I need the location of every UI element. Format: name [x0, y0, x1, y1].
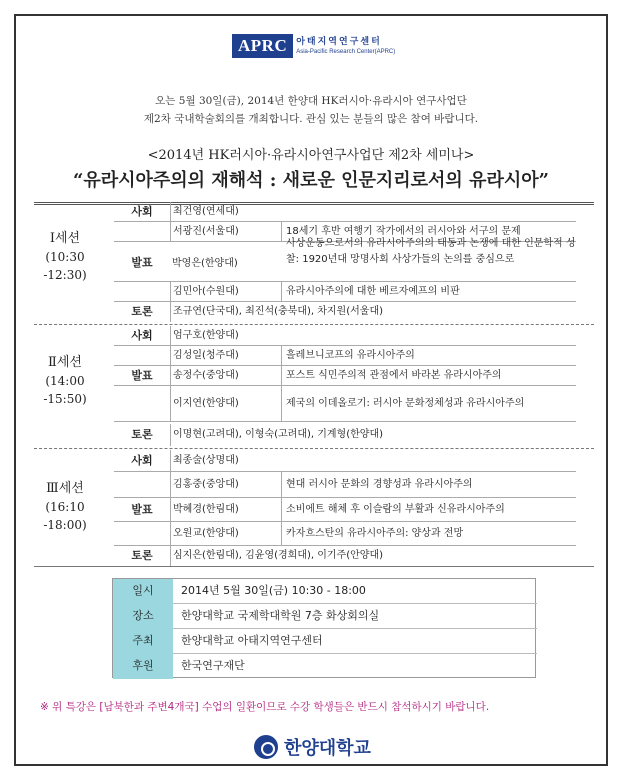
session-2-chair-row [114, 326, 576, 346]
session-2-discussants: 이명현(고려대), 이형숙(고려대), 기계형(한양대) [170, 424, 576, 446]
topic: 소비에트 해체 후 이슬람의 부활과 신유라시아주의 [286, 504, 505, 515]
presenter: 김성일(청주대) [170, 346, 282, 366]
aprc-logo [232, 34, 395, 58]
session-1-presentation-2 [114, 238, 576, 282]
info-value: 한양대학교 국제학대학원 7층 화상회의실 [181, 609, 380, 622]
session-1-time-end: -12:30) [43, 268, 87, 282]
session-2-name: Ⅱ세션 [48, 355, 82, 370]
aprc-name-en: Asia-Pacific Research Center(APRC) [296, 48, 396, 55]
session-3-discussion-row [114, 546, 576, 566]
info-label: 후원 [113, 654, 173, 679]
aprc-logo-mark: APRC [232, 34, 293, 58]
session-divider [34, 448, 594, 449]
session-2-presentation-3 [114, 386, 576, 422]
session-3-time-start: (16:10 [45, 500, 85, 514]
session-1-discussion-row [114, 302, 576, 322]
event-info-box [112, 578, 536, 678]
topic: 사상운동으로서의 유라시아주의의 태동과 논쟁에 대한 인문학적 성찰: 1920년대 망명사회 사상가들의 논의를 중심으로 [286, 238, 576, 265]
intro-line-2: 제2차 국내학술회의를 개최합니다. 관심 있는 분들의 많은 참여 바랍니다. [143, 113, 479, 125]
session-2-discussion-row [114, 424, 576, 446]
session-3-chair: 최종술(상명대) [170, 450, 576, 472]
presenter: 송정수(중앙대) [170, 366, 282, 386]
aprc-name-ko: 아태지역연구센터 [296, 36, 382, 47]
session-1-discussants: 조규연(단국대), 최진석(충북대), 차지원(서울대) [170, 302, 576, 322]
presenter: 박혜경(한림대) [170, 498, 282, 522]
info-row-venue [113, 604, 537, 629]
session-3-presentation-2 [114, 498, 576, 522]
session-3-presentation-1 [114, 472, 576, 498]
info-value: 한양대학교 아태지역연구센터 [181, 634, 323, 647]
session-divider [34, 324, 594, 325]
flyer-frame [14, 14, 608, 766]
info-label: 장소 [113, 604, 173, 629]
info-row-date [113, 579, 537, 604]
discuss-label: 토론 [131, 305, 153, 318]
session-1-chair-row [114, 202, 576, 222]
topic: 흘레브니코프의 유라시아주의 [286, 350, 415, 361]
session-2-time-end: -15:50) [43, 392, 87, 406]
session-3-name: Ⅲ세션 [46, 481, 84, 496]
topic: 카자흐스탄의 유라시아주의: 양상과 전망 [286, 528, 464, 539]
present-label: 발표 [131, 503, 153, 516]
topic: 유라시아주의에 대한 베르자예프의 비판 [286, 286, 460, 297]
present-label: 발표 [131, 369, 153, 382]
discuss-label: 토론 [131, 428, 153, 441]
table-bottom-rule [34, 566, 594, 567]
chair-label: 사회 [131, 205, 153, 218]
university-name: 한양대학교 [284, 738, 371, 759]
seminar-title: “유라시아주의의 재해석 : 새로운 인문지리로서의 유라시아” [73, 170, 549, 191]
session-3-time-end: -18:00) [43, 518, 87, 532]
presenter: 김민아(수원대) [170, 282, 282, 302]
info-label: 주최 [113, 629, 173, 654]
session-1-chair: 최건영(연세대) [170, 202, 576, 222]
session-3-discussants: 심지은(한림대), 김윤영(경희대), 이기주(안양대) [170, 546, 576, 566]
info-value: 2014년 5월 30일(금) 10:30 - 18:00 [181, 584, 366, 597]
present-label: 발표 [131, 256, 153, 269]
session-1-name: Ⅰ세션 [49, 231, 81, 246]
topic: 18세기 후반 여행기 작가에서의 러시아와 서구의 문제 [286, 226, 521, 237]
chair-label: 사회 [131, 454, 153, 467]
chair-label: 사회 [131, 329, 153, 342]
topic: 현대 러시아 문화의 경향성과 유라시아주의 [286, 479, 473, 490]
info-row-sponsor [113, 654, 537, 679]
discuss-label: 토론 [131, 549, 153, 562]
session-3-chair-row [114, 450, 576, 472]
intro-line-1: 오는 5월 30일(금), 2014년 한양대 HK러시아·유라시아 연구사업단 [155, 95, 467, 107]
session-2-time-start: (14:00 [45, 374, 85, 388]
session-2-presentation-1 [114, 346, 576, 366]
seminar-subtitle: <2014년 HK러시아·유라시아연구사업단 제2차 세미나> [147, 148, 475, 163]
info-row-host [113, 629, 537, 654]
session-1-presentation-3 [114, 282, 576, 302]
attendance-note: ※ 위 특강은 [남북한과 주변4개국] 수업의 일환이므로 수강 학생들은 반드시 참석하시기 바랍니다. [40, 701, 490, 713]
presenter: 이지연(한양대) [170, 386, 282, 422]
topic: 포스트 식민주의적 관점에서 바라본 유라시아주의 [286, 370, 502, 381]
university-emblem-icon [254, 735, 278, 759]
presenter: 서광진(서울대) [170, 222, 282, 242]
session-1-time-start: (10:30 [45, 250, 85, 264]
info-label: 일시 [113, 579, 173, 604]
info-value: 한국연구재단 [181, 659, 245, 672]
presenter: 오원교(한양대) [170, 522, 282, 546]
session-3-presentation-3 [114, 522, 576, 546]
hanyang-logo [254, 734, 371, 760]
presenter: 박영은(한양대) [172, 258, 238, 269]
session-2-chair: 엄구호(한양대) [170, 326, 576, 346]
topic: 제국의 이데올로기: 러시아 문화정체성과 유라시아주의 [286, 398, 525, 409]
session-2-presentation-2 [114, 366, 576, 386]
presenter: 김홍중(중앙대) [170, 472, 282, 498]
